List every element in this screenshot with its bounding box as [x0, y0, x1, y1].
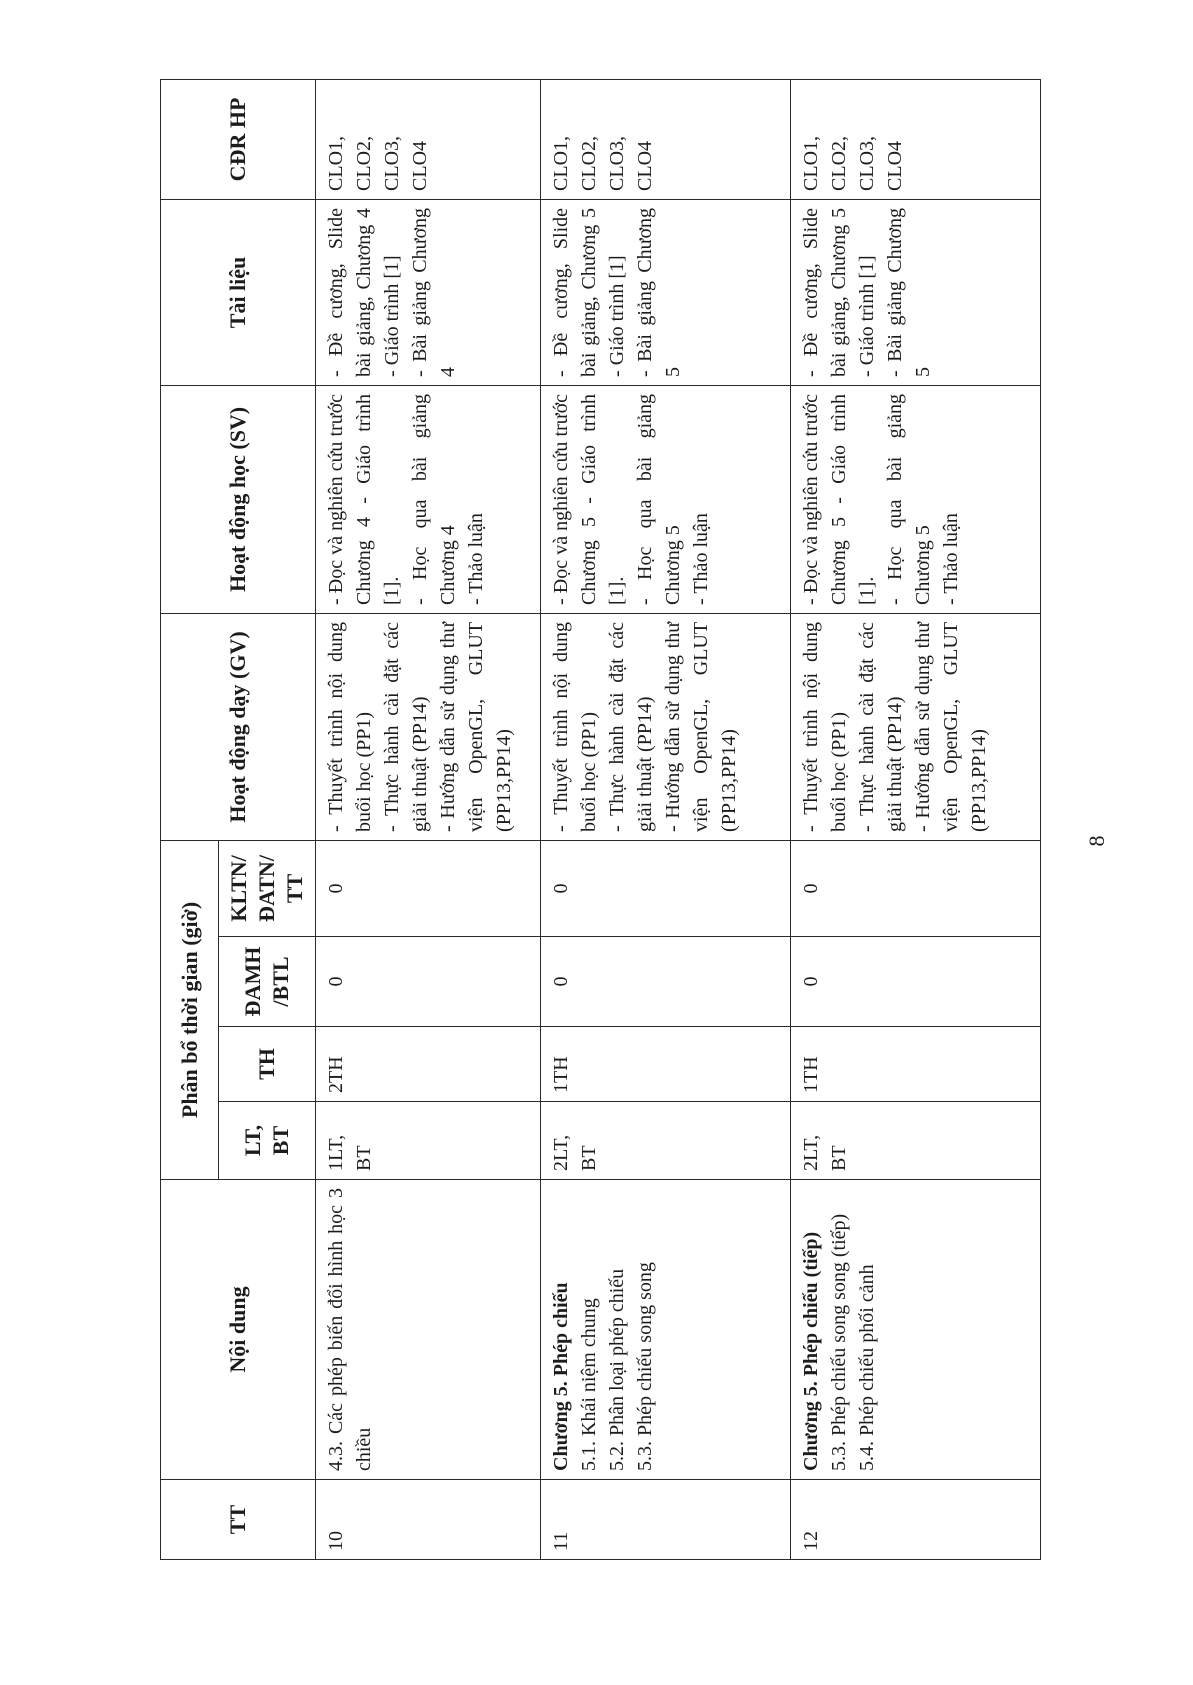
- header-tt: TT: [161, 1480, 316, 1560]
- teaching-item: - Thuyết trình nội dung buổi học (PP1): [550, 621, 600, 832]
- hours-th: 2TH: [325, 1056, 347, 1093]
- header-kltn: KLTN/ ĐATN/ TT: [219, 840, 316, 936]
- cdr-outcomes: CLO1, CLO2, CLO3, CLO4: [800, 135, 906, 191]
- header-th: TH: [219, 1027, 316, 1102]
- hours-damh: 0: [550, 976, 572, 987]
- learning-item: - Học qua bài giảng Chương 5: [884, 393, 934, 605]
- learning-item: - Thảo luận: [465, 513, 487, 605]
- teaching-item: - Thực hành cài đặt các giải thuật (PP14): [381, 621, 431, 832]
- rotated-page-content: [160, 80, 1030, 1560]
- document-item: - Bài giảng Chương 5: [634, 207, 684, 377]
- header-damh: ĐAMH /BTL: [219, 937, 316, 1027]
- row-number: 11: [550, 1531, 572, 1551]
- header-documents: Tài liệu: [161, 199, 316, 385]
- cell-content: [791, 1180, 1041, 1480]
- hours-kltn: 0: [325, 883, 347, 894]
- cell-kltn: [791, 840, 1041, 936]
- header-time-group: Phân bổ thời gian (giờ): [161, 840, 219, 1179]
- content-item: 5.3. Phép chiếu song song (tiếp): [828, 1213, 850, 1471]
- learning-item: - Đọc và nghiên cứu trước Chương 4 - Giáo trình [1].: [325, 393, 403, 605]
- cell-tt: [316, 1480, 541, 1560]
- header-content: Nội dung: [161, 1180, 316, 1480]
- document-item: - Đề cương, Slide bài giảng, Chương 5 - Giáo trình [1]: [550, 207, 628, 377]
- hours-lt: 2LT, BT: [550, 1134, 600, 1171]
- teaching-item: - Thực hành cài đặt các giải thuật (PP14): [856, 621, 906, 832]
- learning-item: - Đọc và nghiên cứu trước Chương 5 - Giáo trình [1].: [550, 393, 628, 605]
- cell-learning: [316, 385, 541, 613]
- cell-documents: [791, 199, 1041, 385]
- cell-th: [316, 1027, 541, 1102]
- document-item: - Bài giảng Chương 5: [884, 207, 934, 377]
- cell-damh: [316, 937, 541, 1027]
- hours-lt: 1LT, BT: [325, 1134, 375, 1171]
- row-number: 10: [325, 1531, 347, 1551]
- cell-cdr: [316, 79, 541, 199]
- cell-learning: [791, 385, 1041, 613]
- hours-kltn: 0: [800, 883, 822, 894]
- document-item: - Bài giảng Chương 4: [409, 207, 459, 377]
- cell-lt: [541, 1102, 791, 1180]
- learning-item: - Thảo luận: [940, 513, 962, 605]
- cell-tt: [791, 1480, 1041, 1560]
- cell-lt: [316, 1102, 541, 1180]
- cell-th: [541, 1027, 791, 1102]
- cell-teaching: [316, 613, 541, 840]
- cdr-outcomes: CLO1, CLO2, CLO3, CLO4: [325, 135, 431, 191]
- content-item: 4.3. Các phép biến đổi hình học 3 chiều: [325, 1188, 375, 1471]
- cell-documents: [541, 199, 791, 385]
- content-item: 5.4. Phép chiếu phối cảnh: [856, 1264, 878, 1471]
- learning-item: - Đọc và nghiên cứu trước Chương 5 - Giáo trình [1].: [800, 393, 878, 605]
- learning-item: - Học qua bài giảng Chương 5: [634, 393, 684, 605]
- syllabus-table: [160, 79, 1041, 1560]
- cell-tt: [541, 1480, 791, 1560]
- page-number: 8: [1084, 835, 1109, 847]
- teaching-item: - Thuyết trình nội dung buổi học (PP1): [800, 621, 850, 832]
- header-cdr: CĐR HP: [161, 79, 316, 199]
- content-item: 5.3. Phép chiếu song song: [634, 1262, 656, 1471]
- hours-damh: 0: [325, 976, 347, 987]
- cell-lt: [791, 1102, 1041, 1180]
- hours-lt: 2LT, BT: [800, 1134, 850, 1171]
- teaching-item: - Hướng dẫn sử dụng thư viện OpenGL, GLUT (PP13,PP14): [662, 621, 740, 832]
- teaching-item: - Thực hành cài đặt các giải thuật (PP14): [606, 621, 656, 832]
- cell-kltn: [541, 840, 791, 936]
- cell-cdr: [541, 79, 791, 199]
- learning-item: - Thảo luận: [690, 513, 712, 605]
- document-item: - Đề cương, Slide bài giảng, Chương 4 - Giáo trình [1]: [325, 207, 403, 377]
- chapter-title: Chương 5. Phép chiếu: [550, 1282, 572, 1471]
- table-row: [316, 79, 541, 1559]
- cell-th: [791, 1027, 1041, 1102]
- header-lt: LT, BT: [219, 1102, 316, 1180]
- hours-kltn: 0: [550, 883, 572, 894]
- hours-damh: 0: [800, 976, 822, 987]
- table-row: [541, 79, 791, 1559]
- hours-th: 1TH: [800, 1056, 822, 1093]
- chapter-title: Chương 5. Phép chiếu (tiếp): [800, 1231, 822, 1471]
- cell-teaching: [541, 613, 791, 840]
- teaching-item: - Hướng dẫn sử dụng thư viện OpenGL, GLUT (PP13,PP14): [912, 621, 990, 832]
- hours-th: 1TH: [550, 1056, 572, 1093]
- cell-teaching: [791, 613, 1041, 840]
- header-teaching: Hoạt động dạy (GV): [161, 613, 316, 840]
- content-item: 5.1. Khái niệm chung: [578, 1298, 600, 1471]
- teaching-item: - Hướng dẫn sử dụng thư viện OpenGL, GLUT (PP13,PP14): [437, 621, 515, 832]
- cell-kltn: [316, 840, 541, 936]
- teaching-item: - Thuyết trình nội dung buổi học (PP1): [325, 621, 375, 832]
- cell-content: [541, 1180, 791, 1480]
- cell-documents: [316, 199, 541, 385]
- content-item: 5.2. Phân loại phép chiếu: [606, 1268, 628, 1471]
- cell-learning: [541, 385, 791, 613]
- document-item: - Đề cương, Slide bài giảng, Chương 5 - Giáo trình [1]: [800, 207, 878, 377]
- learning-item: - Học qua bài giảng Chương 4: [409, 393, 459, 605]
- header-learning: Hoạt động học (SV): [161, 385, 316, 613]
- cell-content: [316, 1180, 541, 1480]
- cdr-outcomes: CLO1, CLO2, CLO3, CLO4: [550, 135, 656, 191]
- cell-cdr: [791, 79, 1041, 199]
- table-row: [791, 79, 1041, 1559]
- cell-damh: [791, 937, 1041, 1027]
- row-number: 12: [800, 1531, 822, 1551]
- cell-damh: [541, 937, 791, 1027]
